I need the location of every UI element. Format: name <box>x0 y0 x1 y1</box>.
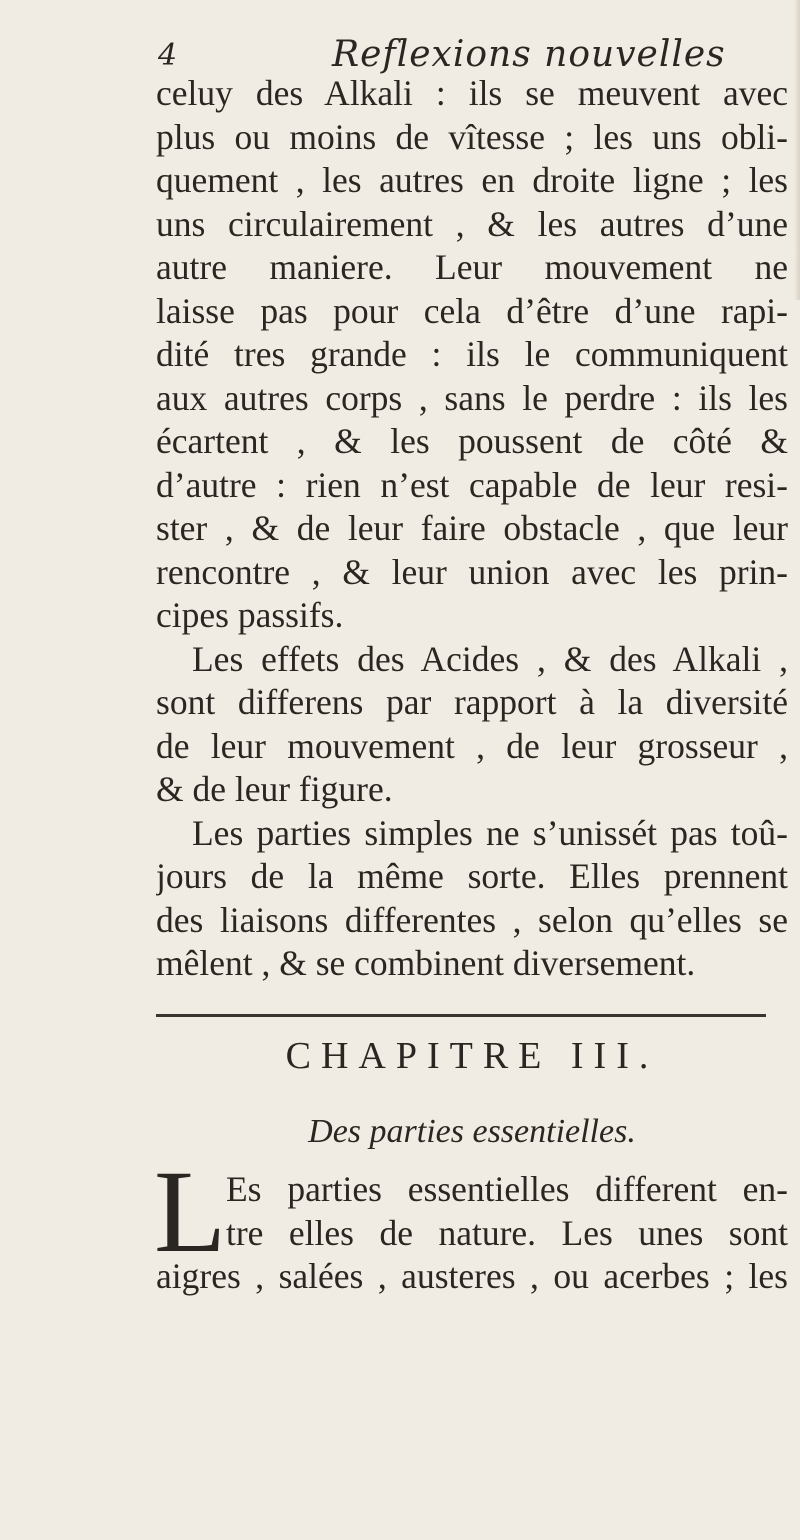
text-line: mêlent , & se combinent diversement. <box>156 943 696 983</box>
text-line: ster , & de leur faire obstacle , que leur <box>156 508 788 548</box>
text-line: rencontre , & leur union avec les prin- <box>156 551 788 592</box>
text-line: celuy des Alkali : ils se meuvent avec <box>156 73 788 113</box>
page-edge-shadow <box>794 0 800 300</box>
text-line: Les effets des Acides , & des Alkali , <box>192 638 788 679</box>
text-line: plus ou moins de vîtesse ; les uns obli- <box>156 116 788 157</box>
chapter-title: CHAPITRE III. <box>285 1035 659 1077</box>
section-rule <box>156 1012 766 1020</box>
text-line: laisse pas pour cela d’être d’une rapi- <box>156 290 788 331</box>
text-line: aigres , salées , austeres , ou acerbes ; les <box>156 1256 788 1296</box>
text-line: & de leur figure. <box>156 769 393 809</box>
text-line: d’autre : rien n’est capable de leur resi- <box>156 464 788 505</box>
text-line: Les parties simples ne s’unissét pas toû- <box>192 812 788 853</box>
chapter-subtitle: Des parties essentielles. <box>308 1113 636 1150</box>
page-number: 4 <box>158 38 178 73</box>
chapter-text <box>156 1255 788 1299</box>
text-line: tre elles de nature. Les unes sont <box>226 1212 788 1253</box>
text-line: autre maniere. Leur mouvement ne <box>156 247 788 287</box>
running-title: Reflexions nouvelles <box>332 34 726 75</box>
drop-cap: L <box>154 1146 227 1277</box>
rule-line <box>156 1014 766 1017</box>
text-line: aux autres corps , sans le perdre : ils les <box>156 377 788 418</box>
text-line: dité tres grande : ils le communiquent <box>156 334 788 374</box>
body-text <box>156 72 788 986</box>
text-line: écartent , & les poussent de côté & <box>156 421 788 461</box>
text-line: uns circulairement , & les autres d’une <box>156 203 788 244</box>
text-line: de leur mouvement , de leur grosseur , <box>156 725 788 766</box>
chapter-text-indented <box>226 1168 788 1255</box>
text-line: jours de la même sorte. Elles prennent <box>156 856 788 896</box>
text-line: Es parties essentielles different en- <box>226 1169 788 1209</box>
text-line: sont differens par rapport à la diversité <box>156 682 788 722</box>
text-line: quement , les autres en droite ligne ; les <box>156 160 788 200</box>
text-line: cipes passifs. <box>156 595 344 635</box>
text-line: des liaisons differentes , selon qu’elles se <box>156 899 788 940</box>
